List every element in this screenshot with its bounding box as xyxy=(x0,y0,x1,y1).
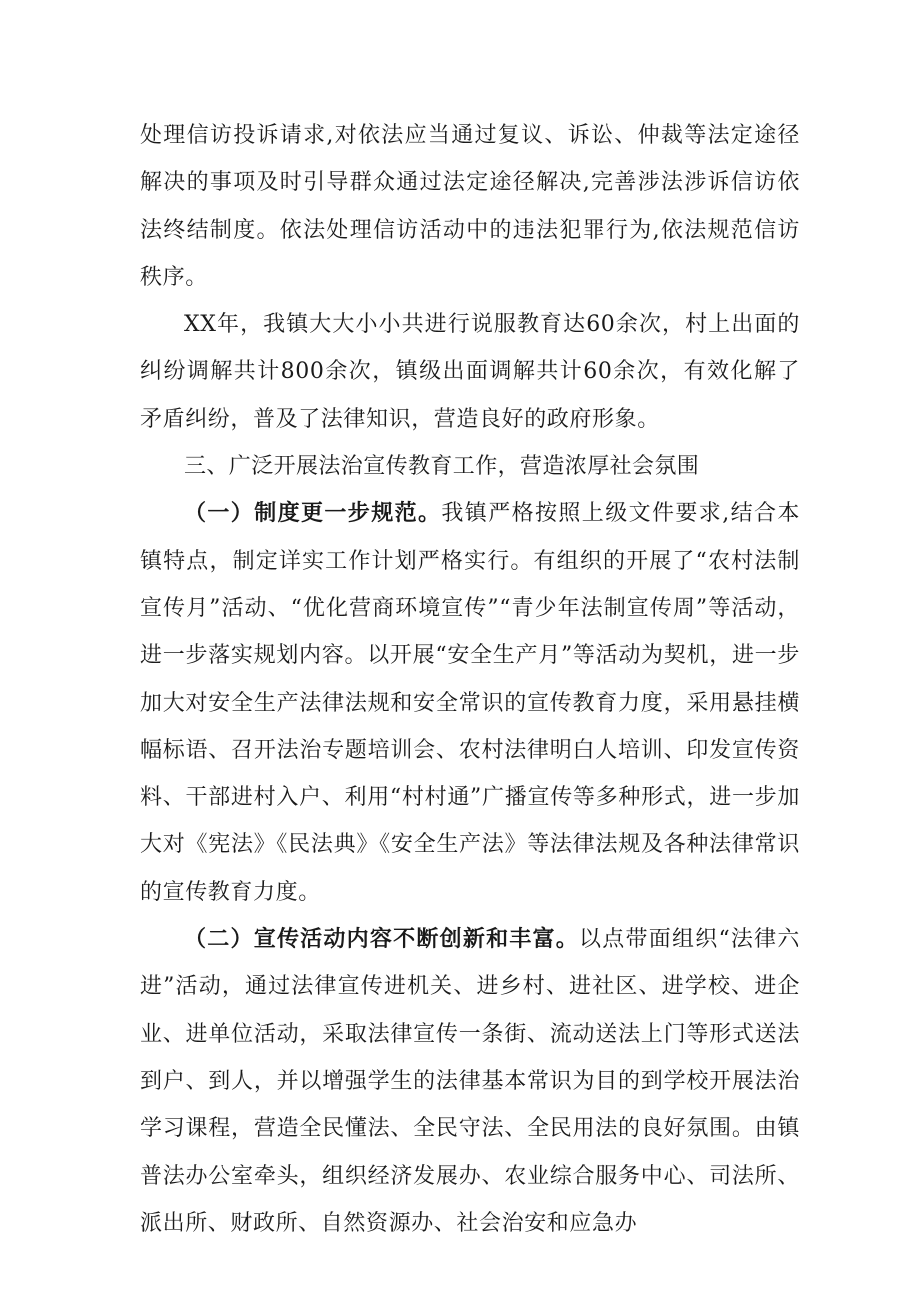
section-heading-3: 三、广泛开展法治宣传教育工作，营造浓厚社会氛围 xyxy=(184,454,700,480)
document-page xyxy=(140,112,800,1247)
paragraph-text: XX年，我镇大大小小共进行说服教育达60余次，村上出面的纠纷调解共计800余次，镇级出面调解共计60余次，有效化解了矛盾纠纷，普及了法律知识，营造良好的政府形象。 xyxy=(140,312,800,432)
paragraph-petition-handling xyxy=(140,112,800,301)
paragraph-lead: （一）制度更一步规范。 xyxy=(184,501,442,527)
paragraph-system-standardization xyxy=(140,490,800,916)
paragraph-text: 我镇严格按照上级文件要求,结合本镇特点，制定详实工作计划严格实行。有组织的开展了“农村法制宣传月”活动、“优化营商环境宣传”“青少年法制宣传周”等活动，进一步落实规划内容。以开展“安全生产月”等活动为契机，进一步加大对安全生产法律法规和安全常识的宣传教育力度，采用悬挂横幅标语、召开法治专题培训会、农村法律明白人培训、印发宣传资料、干部进村入户、利用“村村通”广播宣传等多种形式，进一步加大对《宪法》《民法典》《安全生产法》等法律法规及各种法律常识的宣传教育力度。 xyxy=(140,501,800,905)
paragraph-lead: （二）宣传活动内容不断创新和丰富。 xyxy=(184,927,580,953)
paragraph-publicity-innovation xyxy=(140,916,800,1247)
paragraph-text: 处理信访投诉请求,对依法应当通过复议、诉讼、仲裁等法定途径解决的事项及时引导群众通过法定途径解决,完善涉法涉诉信访依法终结制度。依法处理信访活动中的违法犯罪行为,依法规范信访秩序。 xyxy=(140,123,800,290)
paragraph-text: 以点带面组织“法律六进”活动，通过法律宣传进机关、进乡村、进社区、进学校、进企业、进单位活动，采取法律宣传一条街、流动送法上门等形式送法到户、到人，并以增强学生的法律基本常识为目的到学校开展法治学习课程，营造全民懂法、全民守法、全民用法的良好氛围。由镇普法办公室牵头，组织经济发展办、农业综合服务中心、司法所、派出所、财政所、自然资源办、社会治安和应急办 xyxy=(140,927,801,1236)
paragraph-mediation-stats xyxy=(140,301,800,443)
